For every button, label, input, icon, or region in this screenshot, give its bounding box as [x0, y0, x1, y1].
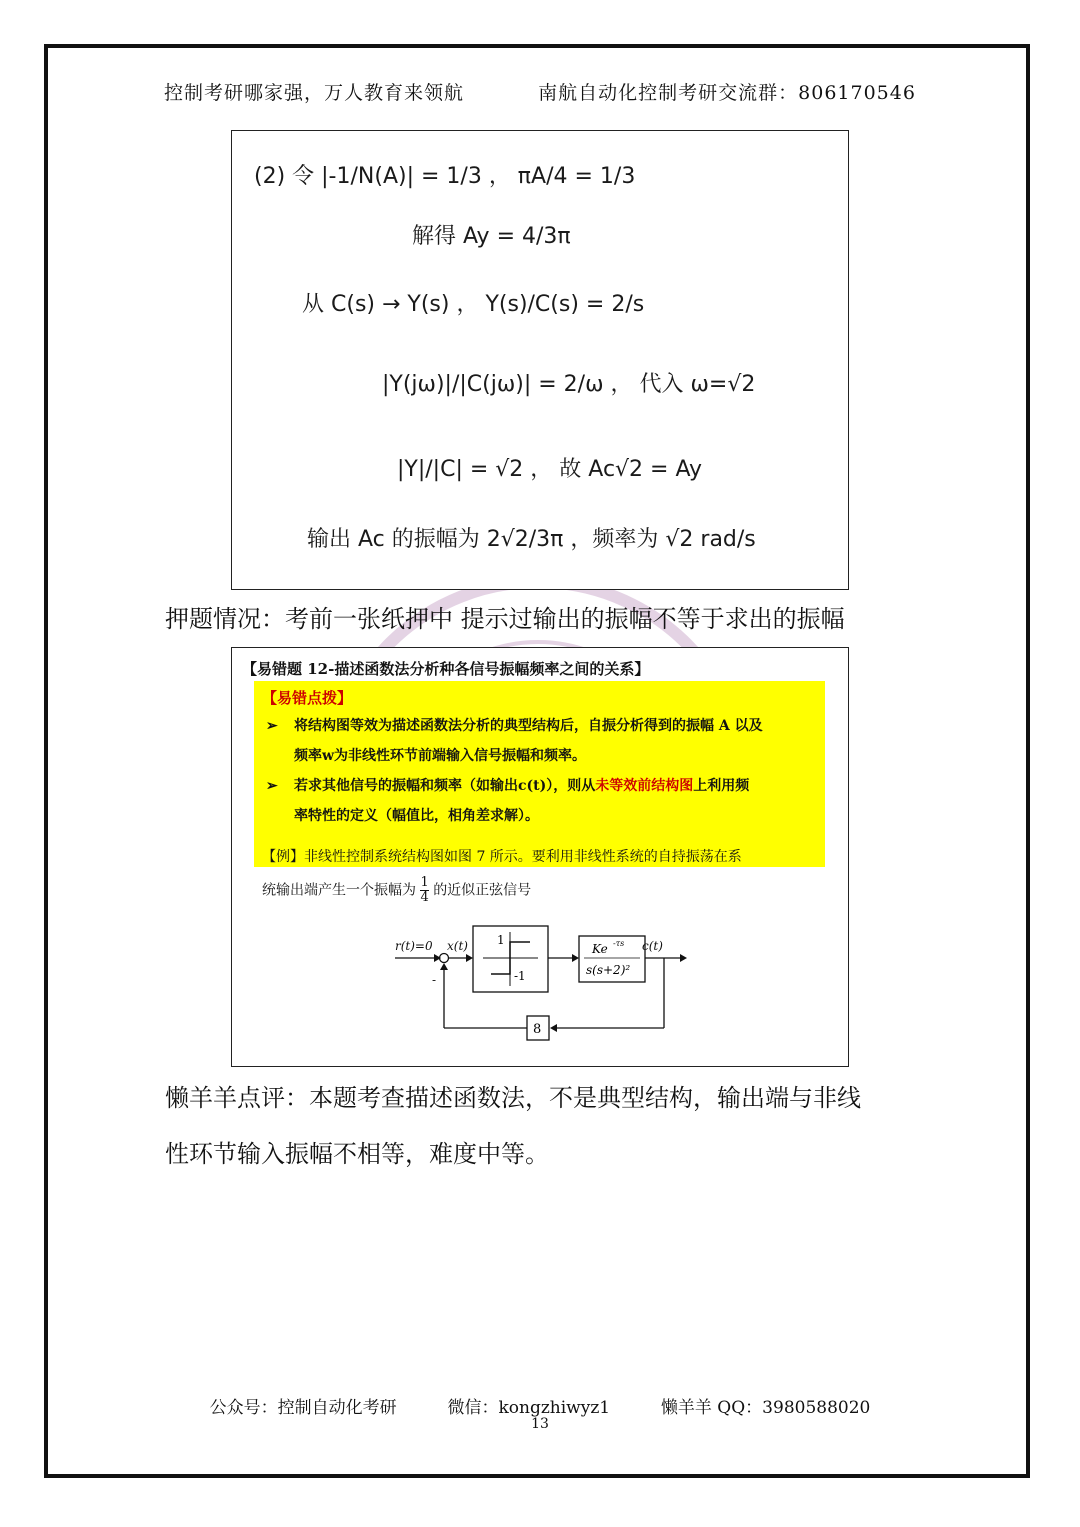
- tip-highlight-box: [254, 681, 825, 867]
- example-line-2: 统输出端产生一个振幅为 $\frac{1}{4}$ 的近似正弦信号: [262, 875, 532, 905]
- comment-line-2: 性环节输入振幅不相等，难度中等。: [165, 1140, 549, 1168]
- hw-line-5: |Y|/|C| = √2 ， 故 Ac√2 = Ay: [397, 457, 703, 482]
- bullet-arrow-icon: ➢: [266, 778, 278, 794]
- tip-bullet-1-cont: 频率w为非线性环节前端输入信号振幅和频率。: [294, 748, 587, 764]
- header-right: 南航自动化控制考研交流群：806170546: [538, 82, 916, 104]
- footer-qq: 懒羊羊 QQ：3980588020: [660, 1398, 871, 1418]
- footer-wechat: 微信：kongzhiwyz1: [447, 1398, 611, 1418]
- input-label: r(t)=0: [395, 939, 433, 953]
- hw-line-3: 从 C(s) → Y(s) ， Y(s)/C(s) = 2/s: [302, 292, 645, 317]
- highlight-red-text: 未等效前结构图: [595, 778, 694, 794]
- plant-exponent: -τs: [613, 939, 625, 948]
- feedback-gain: 8: [533, 1022, 542, 1037]
- page-footer: [0, 1393, 1080, 1418]
- prediction-text: 押题情况：考前一张纸押中 提示过输出的振幅不等于求出的振幅: [165, 605, 845, 633]
- page-header: [0, 78, 1080, 105]
- block-diagram: [232, 918, 850, 1068]
- output-label: c(t): [642, 939, 663, 953]
- tip-heading: 【易错点拨】: [262, 689, 353, 707]
- hw-line-6: 输出 Ac 的振幅为 2√2/3π ，频率为 √2 rad/s: [307, 527, 756, 552]
- tip-bullet-2-cont: 率特性的定义（幅值比，相角差求解）。: [294, 808, 539, 824]
- hw-line-1: (2) 令 |-1/N(A)| = 1/3 ， πA/4 = 1/3: [254, 164, 636, 189]
- footer-official-account: 公众号：控制自动化考研: [209, 1398, 397, 1418]
- error-label: x(t): [447, 939, 468, 953]
- tip-bullet-2: ➢ 若求其他信号的振幅和频率（如输出c(t)），则从未等效前结构图上利用频: [266, 771, 749, 801]
- header-left: 控制考研哪家强，万人教育来领航: [164, 82, 465, 104]
- example-line-1: 【例】非线性控制系统结构图如图 7 所示。要利用非线性系统的自持振荡在系: [262, 849, 742, 865]
- plant-denominator: s(s+2)²: [586, 963, 631, 977]
- bullet-arrow-icon: ➢: [266, 718, 278, 734]
- page-number: 13: [531, 1416, 549, 1432]
- plant-numerator: Ke: [592, 942, 608, 956]
- minus-sign: -: [432, 973, 437, 987]
- card-title: 【易错题 12-描述函数法分析种各信号振幅频率之间的关系】: [242, 660, 650, 678]
- textbook-excerpt: [231, 647, 849, 1067]
- relay-neg-level: -1: [514, 969, 526, 983]
- hw-line-4: |Y(jω)|/|C(jω)| = 2/ω ， 代入 ω=√2: [382, 372, 756, 397]
- handwritten-solution: [231, 130, 849, 590]
- hw-line-2: 解得 Ay = 4/3π: [412, 224, 571, 249]
- comment-line-1: 懒羊羊点评：本题考查描述函数法，不是典型结构，输出端与非线: [165, 1084, 861, 1112]
- tip-bullet-1: ➢ 将结构图等效为描述函数法分析的典型结构后，自振分析得到的振幅 A 以及: [266, 711, 763, 741]
- relay-pos-level: 1: [497, 933, 505, 947]
